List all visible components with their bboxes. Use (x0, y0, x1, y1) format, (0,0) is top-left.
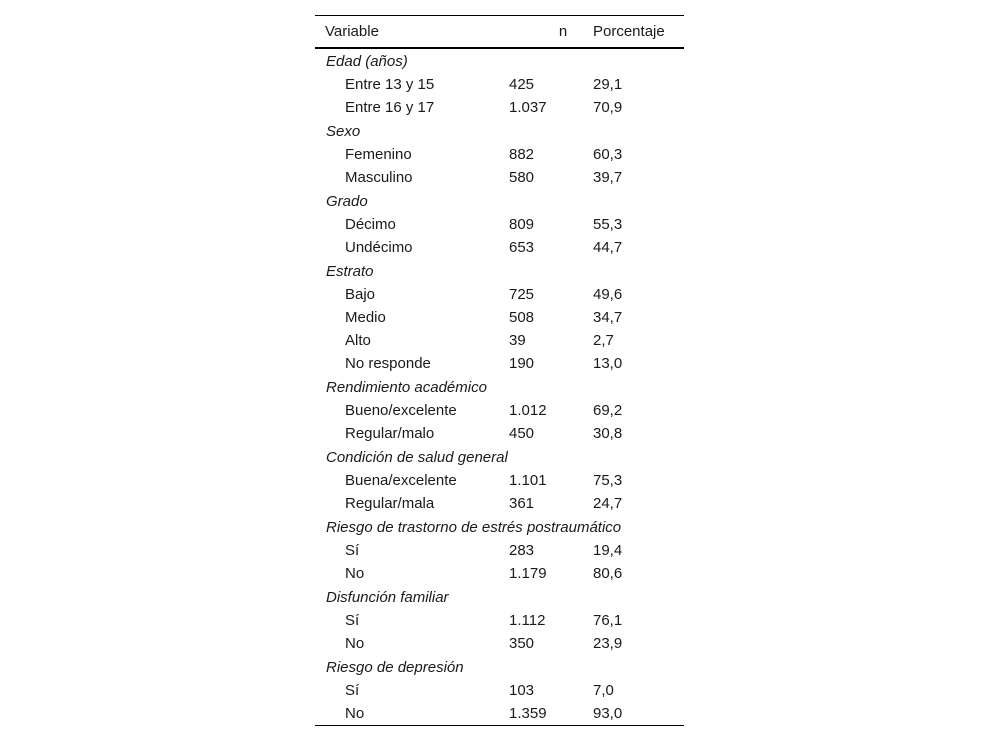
demographics-table (315, 15, 684, 726)
row-label: Sí (345, 682, 360, 699)
table-row (315, 609, 684, 632)
table-row (315, 539, 684, 562)
row-label: Sí (345, 542, 360, 559)
header-percentage: Porcentaje (593, 23, 665, 40)
table-row (315, 469, 684, 492)
row-label: Bueno/excelente (345, 402, 457, 419)
group-title: Condición de salud general (326, 448, 508, 466)
row-n: 39 (509, 332, 526, 349)
row-percentage: 23,9 (593, 635, 623, 652)
row-n: 1.359 (509, 705, 547, 722)
group-title: Grado (326, 192, 368, 210)
group-title: Riesgo de depresión (326, 658, 464, 676)
row-percentage: 13,0 (593, 355, 623, 372)
group-title: Estrato (326, 262, 374, 280)
row-percentage: 2,7 (593, 332, 614, 349)
table-row (315, 399, 684, 422)
group-title: Disfunción familiar (326, 588, 449, 606)
table-row (315, 96, 684, 119)
table-row (315, 143, 684, 166)
group-row (315, 515, 684, 539)
table-header (315, 16, 684, 49)
row-n: 103 (509, 682, 535, 699)
row-n: 1.037 (509, 99, 547, 116)
table-row (315, 283, 684, 306)
table-row (315, 632, 684, 655)
row-n: 283 (509, 542, 535, 559)
group-row (315, 585, 684, 609)
row-label: Regular/malo (345, 425, 435, 442)
row-n: 190 (509, 355, 535, 372)
table-row (315, 352, 684, 375)
group-title: Rendimiento académico (326, 378, 487, 396)
table-row (315, 679, 684, 702)
row-n: 1.112 (509, 612, 546, 629)
data-table-container (315, 15, 684, 726)
group-row (315, 48, 684, 73)
row-n: 1.179 (509, 565, 547, 582)
group-row (315, 655, 684, 679)
row-percentage: 44,7 (593, 239, 623, 256)
row-percentage: 29,1 (593, 76, 623, 93)
row-percentage: 55,3 (593, 216, 623, 233)
row-n: 450 (509, 425, 535, 442)
row-percentage: 80,6 (593, 565, 623, 582)
table-row (315, 562, 684, 585)
row-percentage: 39,7 (593, 169, 623, 186)
row-percentage: 60,3 (593, 146, 623, 163)
row-percentage: 69,2 (593, 402, 623, 419)
group-title: Edad (años) (326, 52, 408, 70)
row-label: Décimo (345, 216, 396, 233)
row-n: 882 (509, 146, 535, 163)
table-row (315, 329, 684, 352)
row-label: Medio (345, 309, 386, 326)
table-body (315, 48, 684, 726)
row-label: Regular/mala (345, 495, 435, 512)
row-n: 809 (509, 216, 535, 233)
group-row (315, 445, 684, 469)
row-percentage: 49,6 (593, 286, 623, 303)
group-title: Sexo (326, 122, 361, 140)
row-label: Undécimo (345, 239, 413, 256)
table-row (315, 73, 684, 96)
table-row (315, 166, 684, 189)
row-label: Buena/excelente (345, 472, 457, 489)
table-row (315, 213, 684, 236)
row-label: Entre 16 y 17 (345, 99, 435, 116)
row-label: No (345, 565, 365, 582)
row-n: 725 (509, 286, 535, 303)
row-n: 508 (509, 309, 535, 326)
group-title: Riesgo de trastorno de estrés postraumático (326, 518, 622, 536)
table-row (315, 306, 684, 329)
row-n: 653 (509, 239, 535, 256)
row-label: No (345, 635, 365, 652)
row-label: Masculino (345, 169, 413, 186)
row-percentage: 75,3 (593, 472, 623, 489)
table-row (315, 492, 684, 515)
row-label: No responde (345, 355, 431, 372)
row-label: Bajo (345, 286, 376, 303)
row-n: 1.012 (509, 402, 547, 419)
row-percentage: 30,8 (593, 425, 623, 442)
row-label: Entre 13 y 15 (345, 76, 435, 93)
row-label: Femenino (345, 146, 412, 163)
row-percentage: 7,0 (593, 682, 614, 699)
header-row (315, 16, 684, 49)
row-label: Alto (345, 332, 371, 349)
group-row (315, 259, 684, 283)
header-n: n (558, 23, 568, 40)
group-row (315, 375, 684, 399)
row-label: Sí (345, 612, 360, 629)
table-row (315, 422, 684, 445)
group-row (315, 189, 684, 213)
group-row (315, 119, 684, 143)
row-n: 425 (509, 76, 535, 93)
table-row (315, 702, 684, 726)
row-percentage: 19,4 (593, 542, 623, 559)
row-n: 580 (509, 169, 535, 186)
row-percentage: 93,0 (593, 705, 623, 722)
row-label: No (345, 705, 365, 722)
row-percentage: 76,1 (593, 612, 623, 629)
header-variable: Variable (325, 23, 379, 40)
row-n: 1.101 (509, 472, 547, 489)
row-percentage: 24,7 (593, 495, 623, 512)
row-n: 361 (509, 495, 535, 512)
row-percentage: 70,9 (593, 99, 623, 116)
row-percentage: 34,7 (593, 309, 623, 326)
table-row (315, 236, 684, 259)
row-n: 350 (509, 635, 535, 652)
